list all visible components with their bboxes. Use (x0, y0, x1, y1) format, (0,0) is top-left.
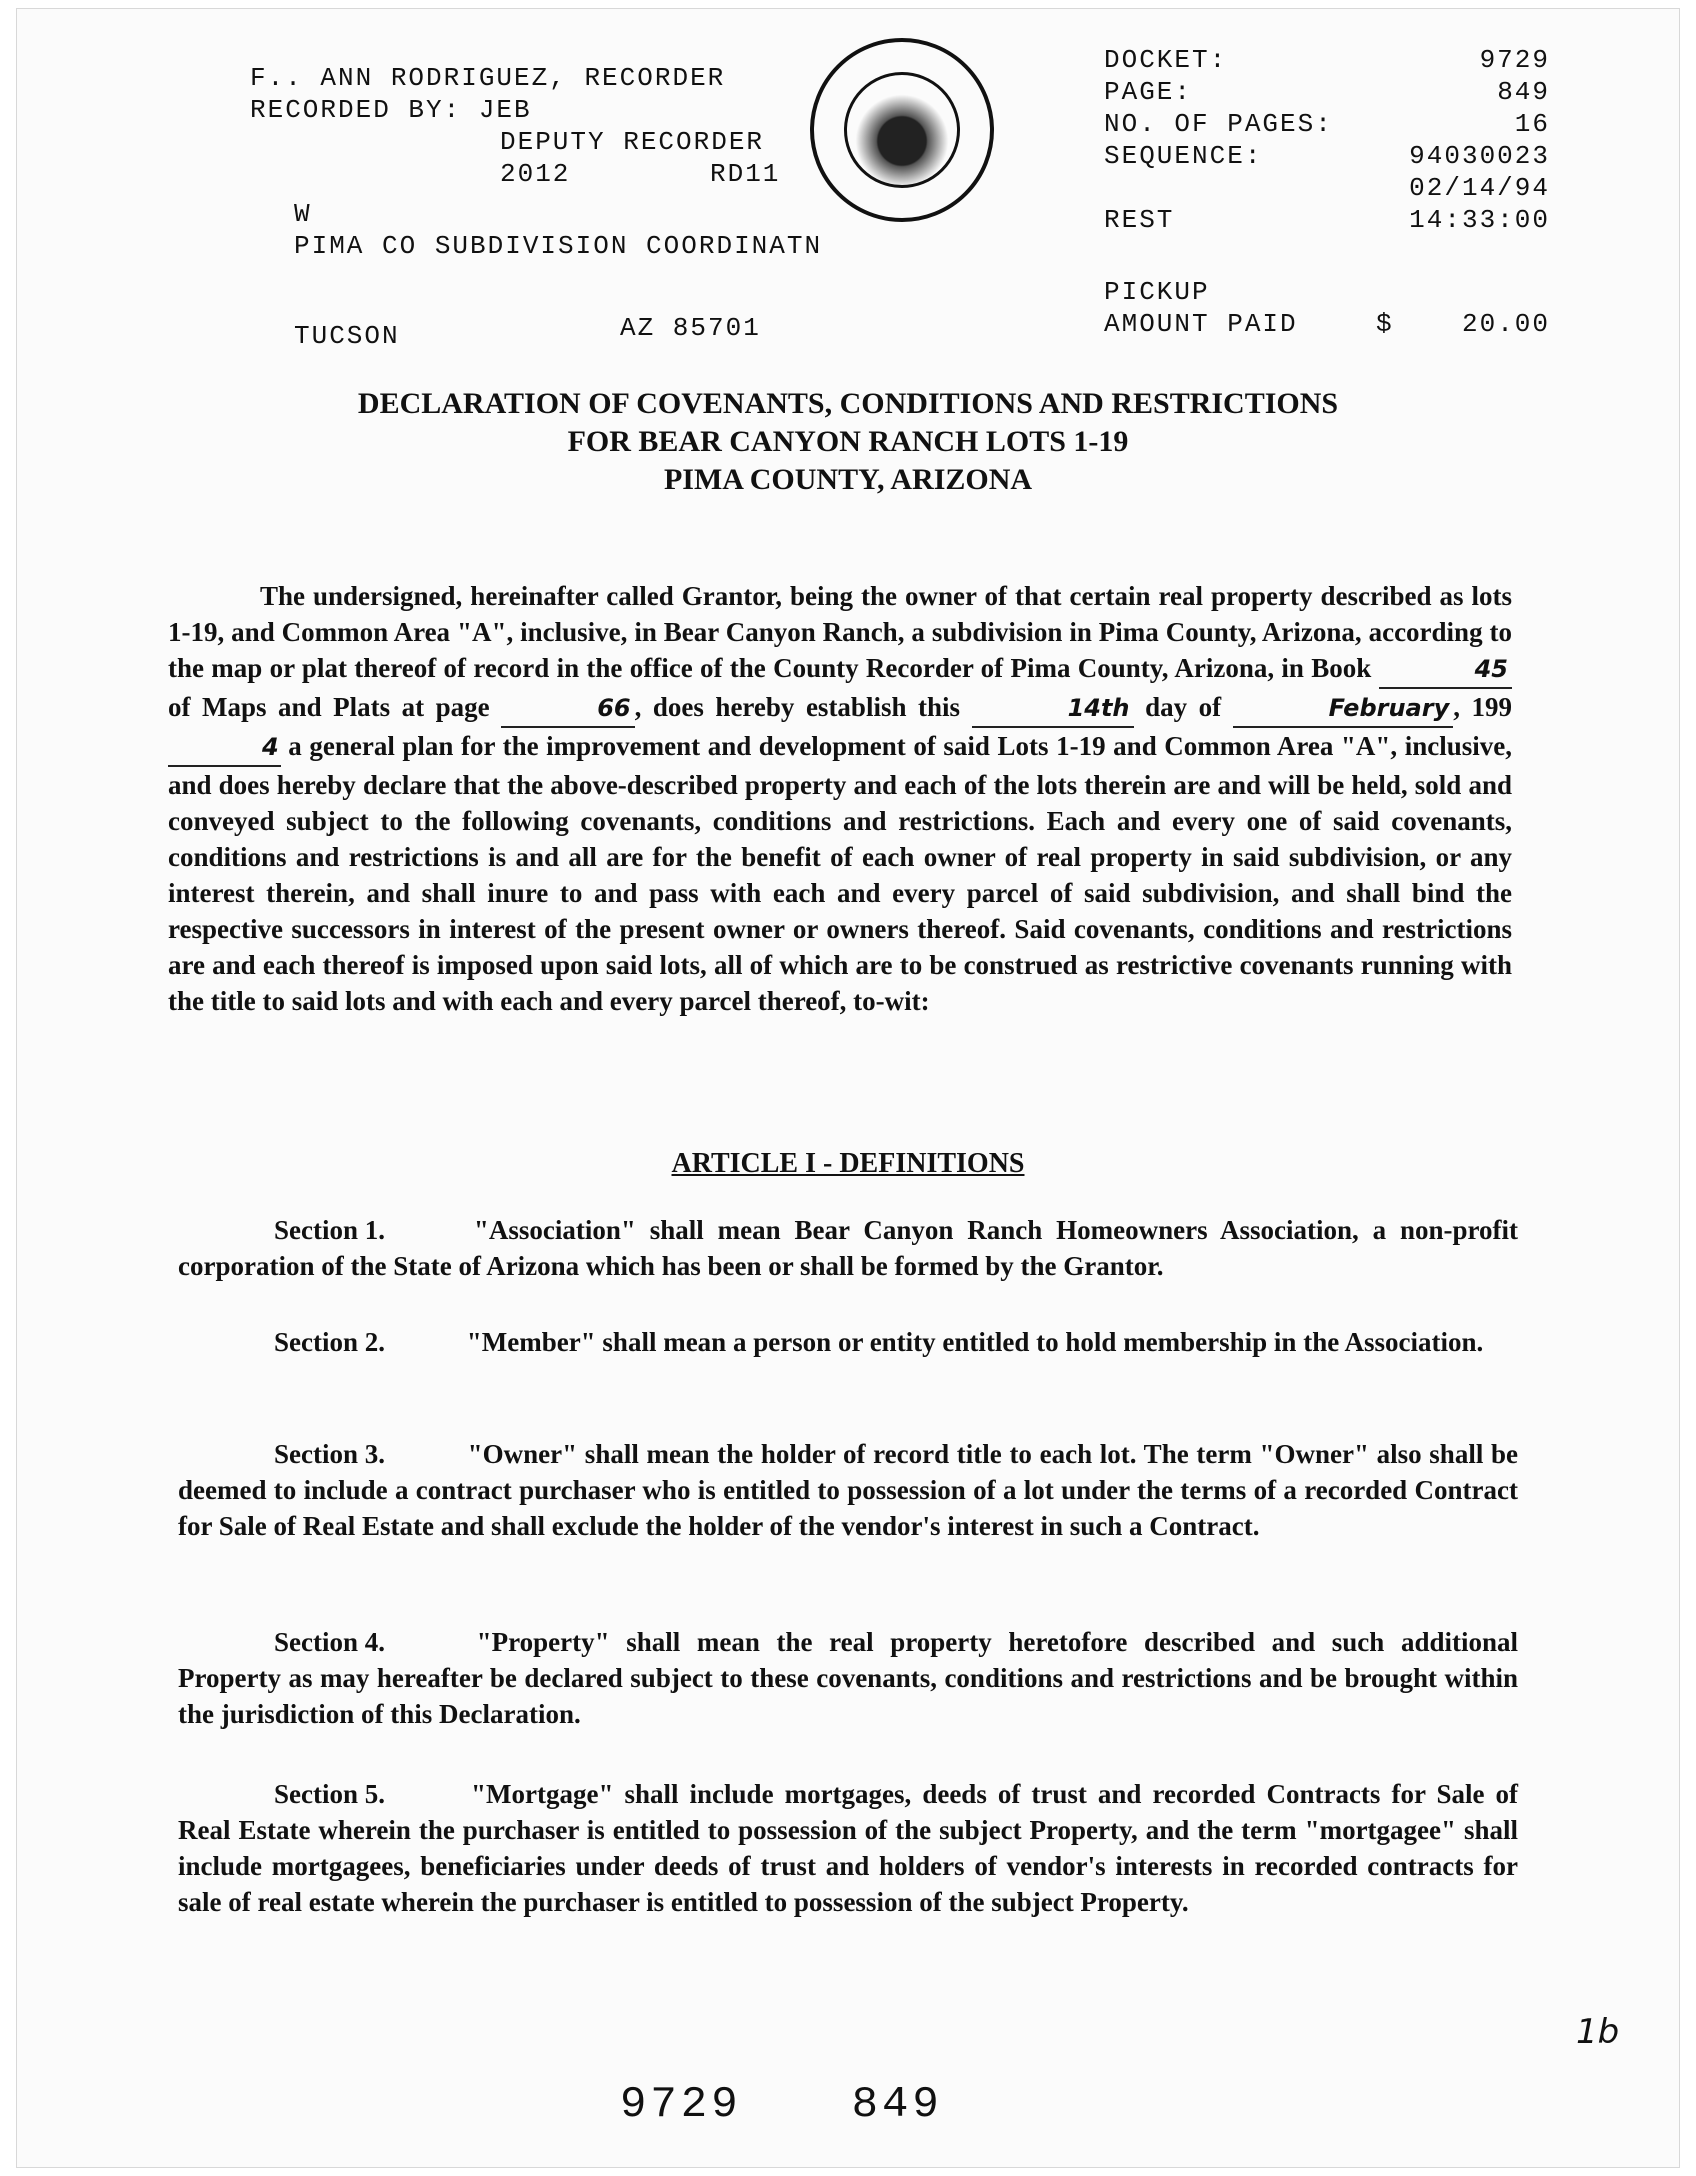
section-text: "Member" shall mean a person or entity entitled to hold membership in the Association. (466, 1327, 1484, 1357)
pima-county-seal-icon (810, 38, 994, 222)
state-zip: AZ 85701 (620, 313, 761, 343)
num-pages-label: NO. OF PAGES: (1104, 109, 1333, 139)
pickup-row: PICKUP (1104, 277, 1210, 307)
section-text: "Owner" shall mean the holder of record title to each lot. The term "Owner" also shall be deemed to include a contract purchaser who is entitled to possession of a lot under the terms of a recorded Contract for Sale of Real Estate and shall exclude the holder of the vendor's interest in such a Contract. (178, 1439, 1518, 1541)
rest-row (1104, 204, 1550, 236)
intro-text-2: of Maps and Plats at page (168, 692, 490, 722)
date-row (1104, 172, 1550, 204)
seal-center (844, 72, 960, 188)
section-text: "Property" shall mean the real property heretofore described and such additional Property as may hereafter be declared subject to these covenants, conditions and restrictions and be brought within the jurisdiction of this Declaration. (178, 1627, 1518, 1729)
section-label: Section 4. (274, 1627, 385, 1657)
section-5 (178, 1776, 1518, 1920)
recorder-name: F.. ANN RODRIGUEZ, RECORDER (250, 63, 726, 93)
title-line-1: DECLARATION OF COVENANTS, CONDITIONS AND RESTRICTIONS (357, 387, 1339, 420)
intro-text-5: , 199 (1453, 692, 1513, 722)
footer-docket-page (620, 2080, 1053, 2130)
title-line-3: PIMA COUNTY, ARIZONA (663, 463, 1033, 496)
num-pages-row (1104, 108, 1550, 140)
recorded-by: RECORDED BY: JEB (250, 95, 532, 125)
amount-row (1104, 308, 1550, 340)
intro-text-3: , does hereby establish this (634, 692, 961, 722)
section-label: Section 5. (274, 1779, 385, 1809)
time-value: 14:33:00 (1409, 205, 1550, 235)
section-text: "Association" shall mean Bear Canyon Ranch Homeowners Association, a non-profit corporation of the State of Arizona which has been or shall be formed by the Grantor. (178, 1215, 1518, 1281)
amount-value: 20.00 (1461, 309, 1550, 339)
article-heading: ARTICLE I - DEFINITIONS (671, 1148, 1025, 1179)
address-line (250, 313, 822, 352)
recorder-stamp (250, 62, 822, 352)
footer-page: 849 (851, 2080, 943, 2130)
section-label: Section 2. (274, 1327, 385, 1357)
deputy-recorder: DEPUTY RECORDER (500, 127, 765, 157)
section-label: Section 1. (274, 1215, 385, 1245)
intro-text-6: a general plan for the improvement and development of said Lots 1-19 and Common Area "A", inclusive, and does hereby declare that the above-described property and each of the lots therein are and will be held, sold and conveyed subject to the following covenants, conditions and restrictions. Each and every one of said covenants, conditions and restrictions is and all are for the benefit of each owner of real property in said subdivision, or any interest therein, and shall inure to and pass with each and every parcel of said subdivision, and shall bind the respective successors in interest of the present owner or owners thereof. Said covenants, conditions and restrictions are and each thereof is imposed upon said lots, all of which are to be construed as restrictive covenants running with the title to said lots and with each and every parcel thereof, to-wit: (168, 731, 1512, 1016)
footer-docket: 9729 (620, 2080, 742, 2130)
amount-currency: $ (1376, 309, 1394, 339)
sequence-value: 94030023 (1409, 141, 1550, 171)
city: TUCSON (294, 321, 400, 351)
recorder-code-2: RD11 (710, 159, 781, 189)
handwritten-page-note: 1b (1576, 2012, 1620, 2052)
section-text: "Mortgage" shall include mortgages, deeds of trust and recorded Contracts for Sale of Real Estate wherein the purchaser is entitled to possession of the subject Property, and the term "mortgagee" shall include mortgagees, beneficiaries under deeds of trust and holders of vendor's interests in recorded contracts for sale of real estate wherein the purchaser is entitled to possession of the subject Property. (178, 1779, 1518, 1917)
rest-label: REST (1104, 205, 1175, 235)
section-label: Section 3. (274, 1439, 385, 1469)
page-label: PAGE: (1104, 77, 1193, 107)
intro-text-1: The undersigned, hereinafter called Grantor, being the owner of that certain real property described as lots 1-19, and Common Area "A", inclusive, in Bear Canyon Ranch, a subdivision in Pima County, Arizona, according to the map or plat thereof of record in the office of the County Recorder of Pima County, Arizona, in Book (168, 581, 1512, 683)
section-2 (178, 1324, 1518, 1360)
intro-paragraph (168, 578, 1512, 1019)
addressee: PIMA CO SUBDIVISION COORDINATN (294, 231, 823, 261)
section-3 (178, 1436, 1518, 1544)
amount-label: AMOUNT PAID (1104, 309, 1298, 339)
section-4 (178, 1624, 1518, 1732)
sequence-label: SEQUENCE: (1104, 141, 1263, 171)
page-value: 849 (1497, 77, 1550, 107)
sequence-row (1104, 140, 1550, 172)
docket-label: DOCKET: (1104, 45, 1228, 75)
handwritten-page: 66 (501, 690, 634, 728)
date-value: 02/14/94 (1409, 173, 1550, 203)
handwritten-day: 14th (972, 690, 1134, 728)
handwritten-month: February (1233, 690, 1454, 728)
recorder-codes (250, 158, 822, 190)
docket-value: 9729 (1479, 45, 1550, 75)
docket-block (1104, 44, 1550, 340)
section-1 (178, 1212, 1518, 1284)
handwritten-book: 45 (1379, 651, 1512, 689)
docket-row (1104, 44, 1550, 76)
recorder-w: W (294, 199, 312, 229)
num-pages-value: 16 (1514, 109, 1550, 139)
intro-text-4: day of (1145, 692, 1222, 722)
document-title (0, 385, 1696, 499)
title-line-2: FOR BEAR CANYON RANCH LOTS 1-19 (567, 425, 1129, 458)
handwritten-year-digit: 4 (168, 729, 281, 767)
page-row (1104, 76, 1550, 108)
recorder-code-1: 2012 (500, 159, 571, 189)
